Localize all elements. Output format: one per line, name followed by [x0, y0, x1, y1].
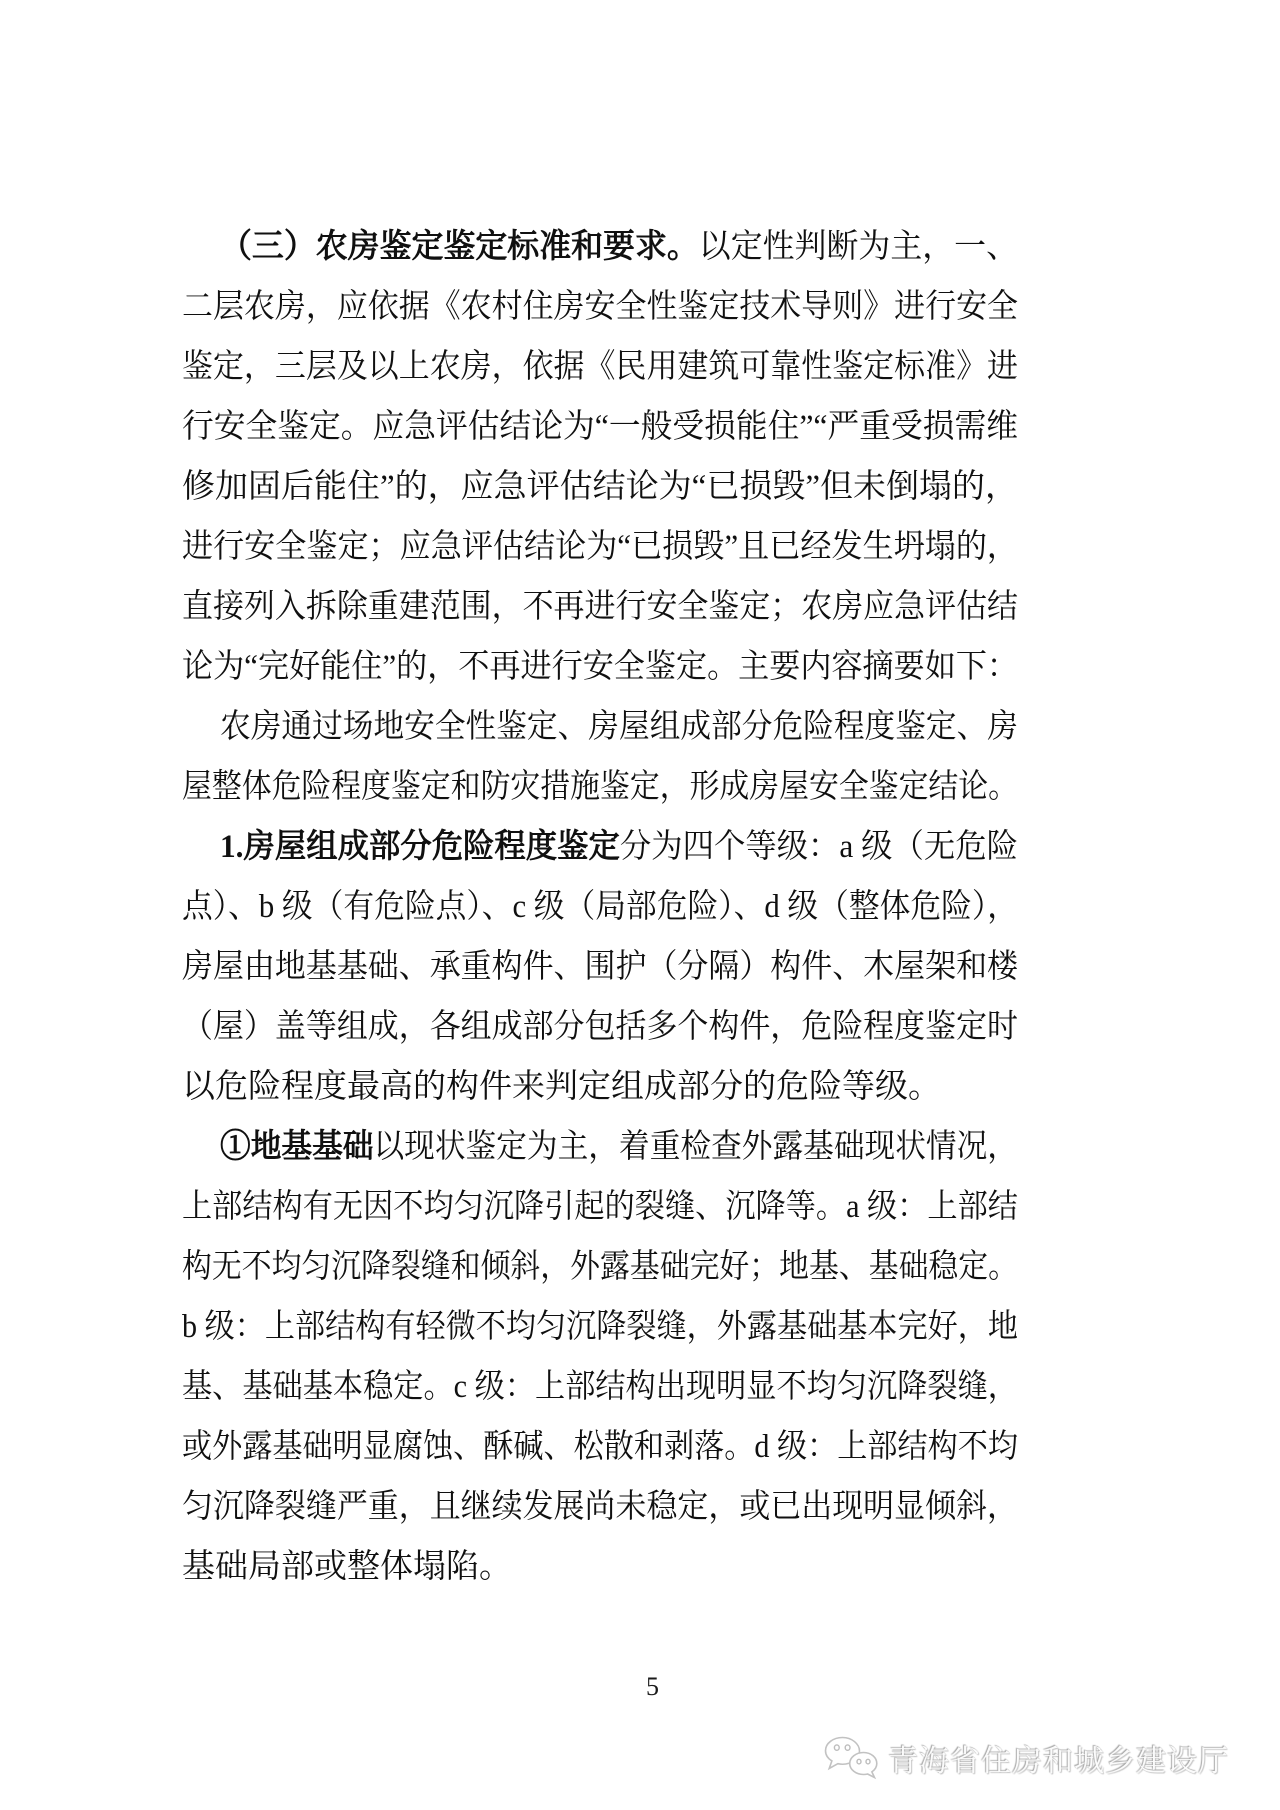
- bold-run: ①地基基础: [220, 1129, 374, 1165]
- text-run: b 级：上部结构有轻微不均匀沉降裂缝，外露基础基本完好，地: [182, 1309, 1018, 1345]
- text-run: 二层农房，应依据《农村住房安全性鉴定技术导则》进行安全: [182, 289, 1018, 325]
- text-line-content: [182, 1177, 1018, 1237]
- text-run: 分为四个等级：a 级（无危险: [619, 829, 1018, 865]
- text-line: [182, 697, 1018, 757]
- text-run: 以定性判断为主，一、: [698, 229, 1018, 265]
- text-line: [182, 1357, 1018, 1417]
- text-line-content: [182, 457, 1018, 517]
- text-line: [182, 1537, 1018, 1597]
- text-line: [182, 517, 1018, 577]
- text-line: [182, 1477, 1018, 1537]
- text-run: 修加固后能住”的，应急评估结论为“已损毁”但未倒塌的，: [182, 469, 1018, 505]
- text-run: 鉴定，三层及以上农房，依据《民用建筑可靠性鉴定标准》进: [182, 349, 1018, 385]
- text-line-content: [182, 397, 1018, 457]
- text-run: 构无不均匀沉降裂缝和倾斜，外露基础完好；地基、基础稳定。: [182, 1249, 1018, 1285]
- text-line-content: [220, 817, 1018, 877]
- text-run: 匀沉降裂缝严重，且继续发展尚未稳定，或已出现明显倾斜，: [182, 1489, 1018, 1525]
- text-line: [182, 1117, 1018, 1177]
- bold-run: （三）农房鉴定鉴定标准和要求。: [220, 229, 699, 265]
- text-run: 直接列入拆除重建范围，不再进行安全鉴定；农房应急评估结: [182, 589, 1018, 625]
- text-run: （屋）盖等组成，各组成部分包括多个构件，危险程度鉴定时: [182, 1009, 1018, 1045]
- text-run: 以现状鉴定为主，着重检查外露基础现状情况，: [373, 1129, 1018, 1165]
- text-line-content: [182, 577, 1018, 637]
- text-run: 以危险程度最高的构件来判定组成部分的危险等级。: [182, 1069, 941, 1105]
- text-run: 房屋由地基基础、承重构件、围护（分隔）构件、木屋架和楼: [182, 949, 1018, 985]
- wechat-icon: [822, 1735, 880, 1781]
- text-line-content: [182, 877, 1018, 937]
- text-line: [182, 337, 1018, 397]
- text-line-content: [182, 637, 1018, 697]
- text-line-content: [220, 697, 1018, 757]
- text-run: 点）、b 级（有危险点）、c 级（局部危险）、d 级（整体危险），: [182, 889, 1018, 925]
- text-line: [182, 457, 1018, 517]
- text-line-content: [220, 217, 1018, 277]
- text-run: 基础局部或整体塌陷。: [182, 1549, 512, 1585]
- text-run: 农房通过场地安全性鉴定、房屋组成部分危险程度鉴定、房: [220, 709, 1018, 745]
- text-run: 或外露基础明显腐蚀、酥碱、松散和剥落。d 级：上部结构不均: [182, 1429, 1018, 1465]
- text-run: 基、基础基本稳定。c 级：上部结构出现明显不均匀沉降裂缝，: [182, 1369, 1018, 1405]
- text-line: [182, 577, 1018, 637]
- text-line-content: [182, 1057, 941, 1117]
- text-line-content: [182, 1237, 1018, 1297]
- text-line: [182, 1297, 1018, 1357]
- text-line: [182, 277, 1018, 337]
- watermark-footer: [822, 1734, 1229, 1782]
- text-line: [182, 637, 1018, 697]
- text-line-content: [220, 1117, 1018, 1177]
- text-line: [182, 877, 1018, 937]
- text-line-content: [182, 1357, 1018, 1417]
- text-line-content: [182, 1417, 1018, 1477]
- text-line: [182, 397, 1018, 457]
- page-number: 5: [646, 1672, 659, 1701]
- text-line-content: [182, 277, 1018, 337]
- text-run: 进行安全鉴定；应急评估结论为“已损毁”且已经发生坍塌的，: [182, 529, 1018, 565]
- text-line: [182, 217, 1018, 277]
- text-line-content: [182, 337, 1018, 397]
- text-line-content: [182, 937, 1018, 997]
- text-line-content: [182, 1297, 1018, 1357]
- text-line: [182, 1057, 1018, 1117]
- text-line: [182, 997, 1018, 1057]
- text-line: [182, 1237, 1018, 1297]
- text-line: [182, 757, 1018, 817]
- text-line-content: [182, 1537, 512, 1597]
- text-run: 上部结构有无因不均匀沉降引起的裂缝、沉降等。a 级：上部结: [182, 1189, 1018, 1225]
- text-line: [182, 1177, 1018, 1237]
- bold-run: 1.房屋组成部分危险程度鉴定: [220, 829, 620, 865]
- document-text-block: [182, 217, 1018, 1597]
- text-line-content: [182, 1477, 1018, 1537]
- org-name: 青海省住房和城乡建设厅: [888, 1745, 1229, 1778]
- text-line-content: [182, 997, 1018, 1057]
- text-run: 屋整体危险程度鉴定和防灾措施鉴定，形成房屋安全鉴定结论。: [182, 769, 1018, 805]
- text-run: 行安全鉴定。应急评估结论为“一般受损能住”“严重受损需维: [182, 409, 1018, 445]
- text-run: 论为“完好能住”的，不再进行安全鉴定。主要内容摘要如下：: [182, 649, 1018, 685]
- text-line: [182, 937, 1018, 997]
- text-line-content: [182, 517, 1018, 577]
- text-line: [182, 817, 1018, 877]
- text-line-content: [182, 757, 1018, 817]
- text-line: [182, 1417, 1018, 1477]
